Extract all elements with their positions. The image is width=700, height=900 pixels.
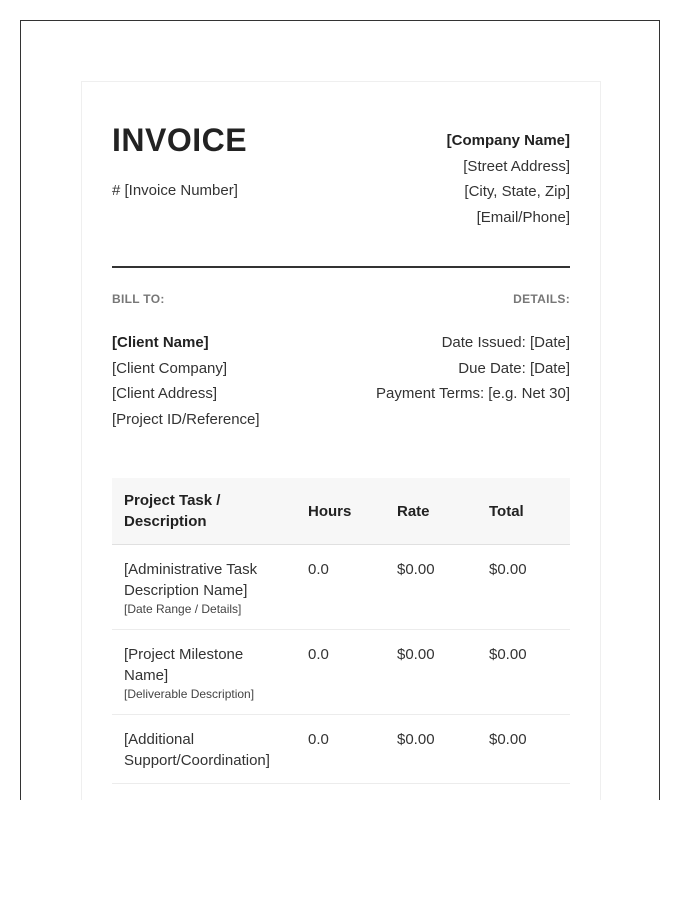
row-description: [Project Milestone Name] <box>124 646 244 684</box>
company-name: [Company Name] <box>446 132 570 149</box>
row-total: $0.00 <box>477 715 570 784</box>
invoice-title: INVOICE <box>112 122 248 158</box>
row-description: [Administrative Task Description Name] <box>124 561 258 599</box>
company-street: [Street Address] <box>463 157 570 175</box>
header-rate: Rate <box>385 478 477 545</box>
invoice-number: # [Invoice Number] <box>112 182 238 199</box>
row-description-cell <box>112 545 296 630</box>
header-total: Total <box>477 478 570 545</box>
invoice-title-block <box>112 120 247 199</box>
row-total: $0.00 <box>477 545 570 630</box>
row-hours: 0.0 <box>296 715 385 784</box>
row-total: $0.00 <box>477 630 570 715</box>
client-address: [Client Address] <box>112 385 218 402</box>
row-description: [Additional Support/Coordination] <box>124 731 270 769</box>
table-row <box>112 545 570 630</box>
row-rate: $0.00 <box>385 630 477 715</box>
row-hours: 0.0 <box>296 545 385 630</box>
invoice-page <box>81 81 601 800</box>
document-viewport[interactable] <box>20 20 660 800</box>
table-header-row <box>112 478 570 545</box>
row-description-cell <box>112 715 296 784</box>
client-company: [Client Company] <box>112 359 228 377</box>
row-description-cell <box>112 630 296 715</box>
client-project: [Project ID/Reference] <box>112 410 260 428</box>
line-items-table <box>112 478 570 784</box>
details-label: DETAILS: <box>513 292 570 306</box>
row-hours: 0.0 <box>296 630 385 715</box>
row-detail: [Date Range / Details] <box>124 602 242 616</box>
company-block <box>447 128 570 230</box>
header-hours: Hours <box>296 478 385 545</box>
table-row <box>112 630 570 715</box>
details-block <box>376 330 570 432</box>
invoice-header <box>112 120 570 230</box>
client-block <box>112 330 260 432</box>
row-detail: [Deliverable Description] <box>124 687 255 701</box>
company-contact: [Email/Phone] <box>476 208 570 226</box>
client-name: [Client Name] <box>112 334 209 351</box>
bill-to-label: BILL TO: <box>112 292 165 306</box>
header-description: Project Task / Description <box>112 478 296 545</box>
due-date: Due Date: [Date] <box>458 359 570 377</box>
payment-terms: Payment Terms: [e.g. Net 30] <box>376 385 570 402</box>
billing-info <box>112 330 570 432</box>
section-labels <box>112 292 570 306</box>
table-row <box>112 715 570 784</box>
row-rate: $0.00 <box>385 545 477 630</box>
date-issued: Date Issued: [Date] <box>441 334 570 351</box>
company-city: [City, State, Zip] <box>464 183 570 200</box>
row-rate: $0.00 <box>385 715 477 784</box>
header-divider <box>112 266 570 268</box>
